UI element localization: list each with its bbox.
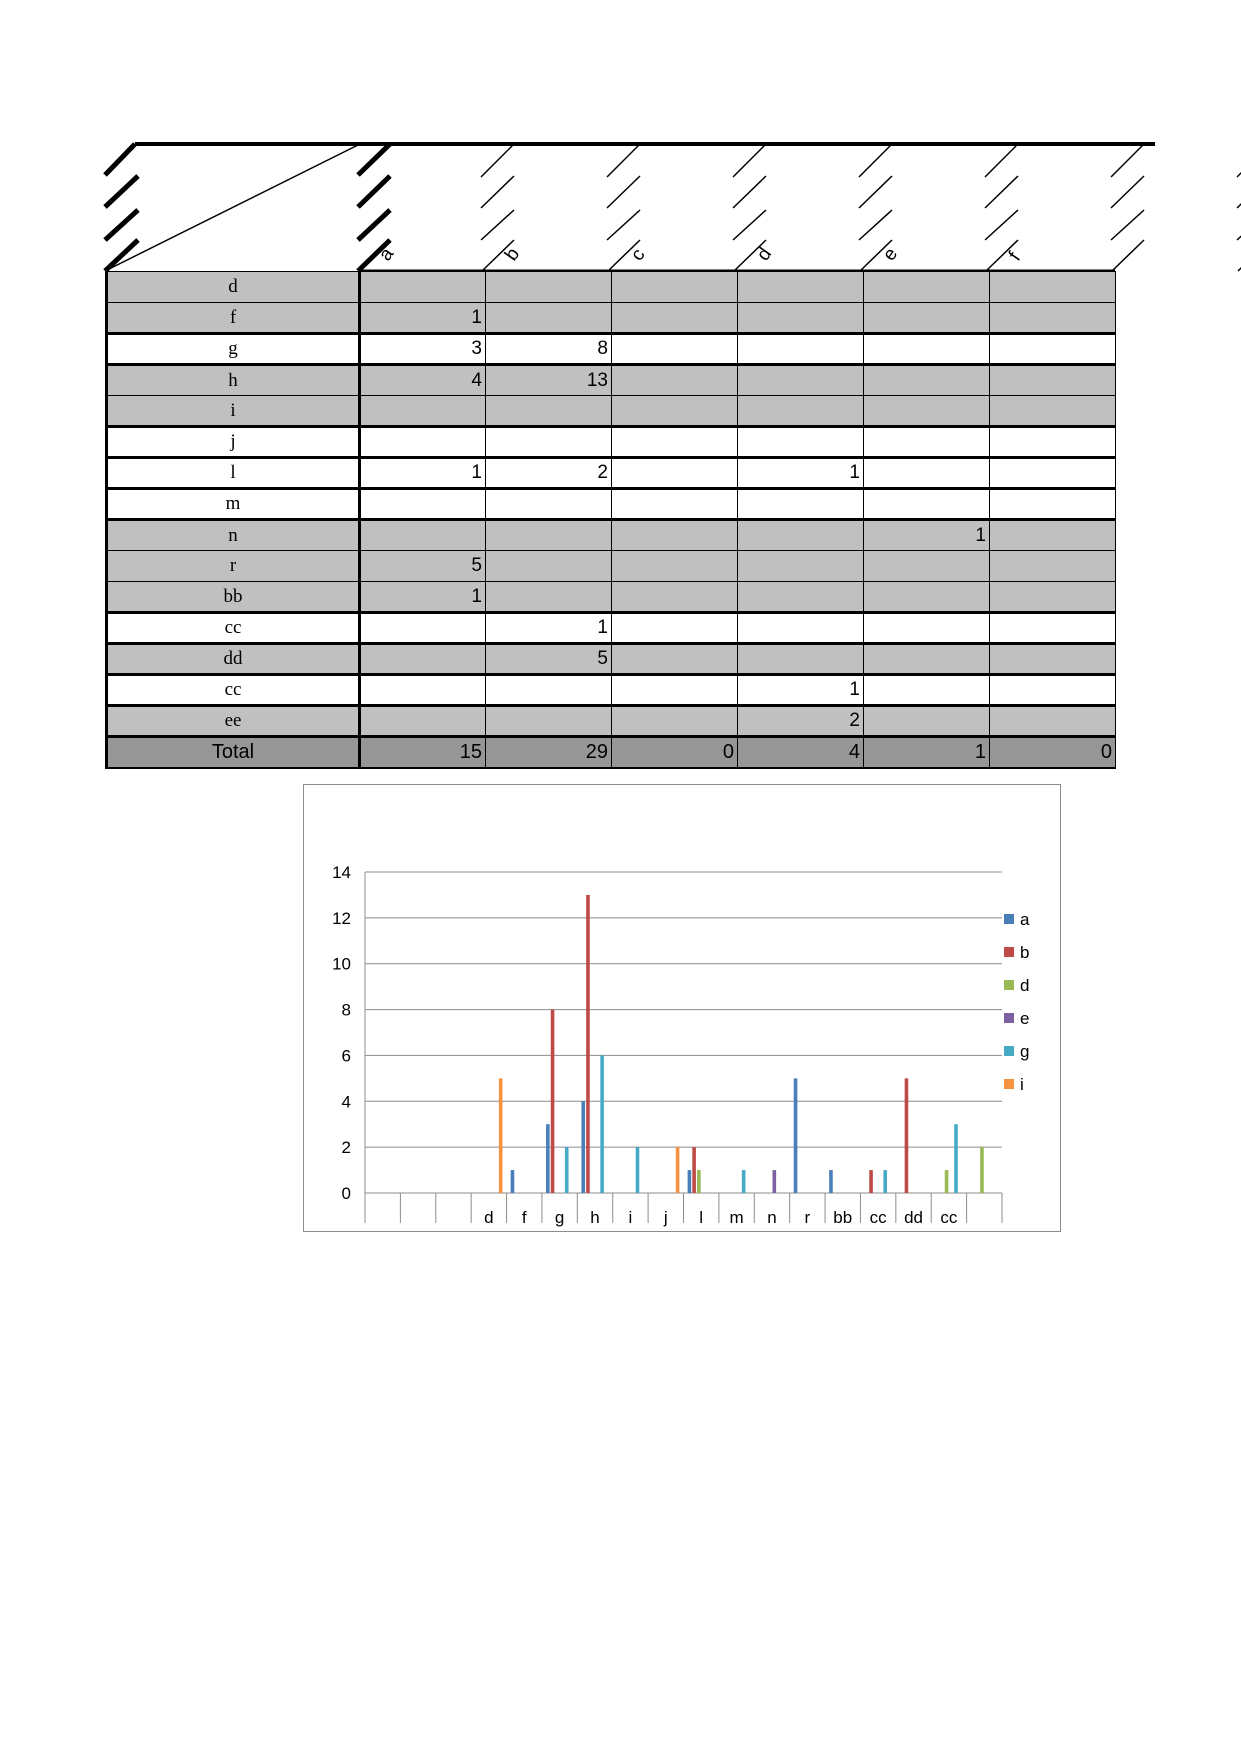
table-cell: 2 [738, 706, 864, 737]
table-cell [990, 365, 1116, 396]
bar-d-9 [697, 1170, 701, 1193]
x-tick-label: f [521, 1208, 527, 1227]
x-tick-label: j [663, 1208, 668, 1227]
table-cell [864, 706, 990, 737]
table-cell: 1 [360, 303, 486, 334]
bar-a-4 [511, 1170, 515, 1193]
table-row [107, 613, 1116, 644]
table-cell [486, 706, 612, 737]
legend-label: e [1020, 1009, 1030, 1028]
table-cell: 3 [360, 334, 486, 365]
table-cell [486, 272, 612, 303]
table-cell [612, 613, 738, 644]
table-cell [738, 551, 864, 582]
table-cell [612, 644, 738, 675]
total-cell: 0 [990, 737, 1116, 768]
table-row [107, 272, 1116, 303]
table-cell [612, 706, 738, 737]
table-cell: 1 [738, 458, 864, 489]
table-cell [360, 427, 486, 458]
table-row [107, 303, 1116, 334]
bar-b-15 [905, 1078, 909, 1193]
row-label: dd [107, 644, 360, 675]
legend-label: i [1020, 1075, 1024, 1094]
table-cell [612, 272, 738, 303]
table-cell [738, 334, 864, 365]
legend-label: d [1020, 976, 1030, 995]
bar-chart [304, 785, 1062, 1233]
table-cell [864, 551, 990, 582]
y-tick-label: 10 [332, 954, 351, 974]
column-header-d: d [752, 244, 777, 265]
total-cell: 15 [360, 737, 486, 768]
table-cell [612, 396, 738, 427]
table-cell: 1 [360, 458, 486, 489]
table-row [107, 551, 1116, 582]
row-label: i [107, 396, 360, 427]
x-tick-label: cc [869, 1208, 887, 1227]
row-label: h [107, 365, 360, 396]
total-cell: 4 [738, 737, 864, 768]
column-header-b: b [500, 244, 525, 265]
table-cell: 13 [486, 365, 612, 396]
table-cell [864, 582, 990, 613]
table-cell [990, 582, 1116, 613]
table-cell [486, 303, 612, 334]
legend-label: b [1020, 943, 1030, 962]
table-cell [738, 489, 864, 520]
bar-g-7 [636, 1147, 640, 1193]
row-label: m [107, 489, 360, 520]
table-cell [360, 396, 486, 427]
legend-swatch [1004, 947, 1014, 957]
table-cell [612, 334, 738, 365]
table-cell [612, 582, 738, 613]
table-cell [486, 551, 612, 582]
x-tick-label: g [554, 1208, 565, 1227]
table-cell [612, 675, 738, 706]
table-cell [990, 303, 1116, 334]
row-label: ee [107, 706, 360, 737]
x-tick-label: h [590, 1208, 600, 1227]
row-label: cc [107, 675, 360, 706]
table-cell [990, 272, 1116, 303]
bar-d-17 [980, 1147, 984, 1193]
column-header-a: a [374, 244, 399, 265]
table-cell [864, 427, 990, 458]
x-tick-label: m [729, 1208, 744, 1227]
column-header-c: c [626, 245, 650, 265]
table-cell [612, 551, 738, 582]
bar-g-14 [883, 1170, 887, 1193]
table-cell [864, 489, 990, 520]
x-tick-label: cc [940, 1208, 958, 1227]
table-cell [360, 520, 486, 551]
data-table [105, 271, 1116, 769]
table-cell [990, 334, 1116, 365]
bar-e-11 [773, 1170, 777, 1193]
legend-swatch [1004, 1046, 1014, 1056]
table-cell [360, 675, 486, 706]
bar-a-13 [829, 1170, 833, 1193]
table-row [107, 458, 1116, 489]
table-cell [360, 706, 486, 737]
table-cell: 2 [486, 458, 612, 489]
table-cell: 1 [738, 675, 864, 706]
table-cell [360, 489, 486, 520]
table-cell [486, 427, 612, 458]
row-label: n [107, 520, 360, 551]
row-label: l [107, 458, 360, 489]
table-cell [738, 365, 864, 396]
table-cell [864, 272, 990, 303]
table-row [107, 644, 1116, 675]
table-cell [990, 427, 1116, 458]
table-cell [738, 582, 864, 613]
table-cell [612, 489, 738, 520]
row-label: bb [107, 582, 360, 613]
legend-label: a [1020, 910, 1030, 929]
x-tick-label: d [484, 1208, 494, 1227]
table-row [107, 582, 1116, 613]
table-cell [738, 427, 864, 458]
table-cell: 5 [486, 644, 612, 675]
table-cell [864, 613, 990, 644]
bar-a-12 [794, 1078, 798, 1193]
total-row [107, 737, 1116, 768]
total-cell: 29 [486, 737, 612, 768]
table-cell [990, 489, 1116, 520]
table-cell [360, 272, 486, 303]
bar-b-6 [586, 895, 590, 1193]
table-row [107, 365, 1116, 396]
legend-swatch [1004, 1013, 1014, 1023]
row-label: r [107, 551, 360, 582]
y-tick-label: 12 [332, 908, 351, 928]
bar-i-8 [676, 1147, 680, 1193]
table-cell: 1 [486, 613, 612, 644]
table-cell [612, 520, 738, 551]
table-row [107, 427, 1116, 458]
table-row [107, 675, 1116, 706]
row-label: cc [107, 613, 360, 644]
legend-swatch [1004, 980, 1014, 990]
table-cell [864, 365, 990, 396]
legend-swatch [1004, 914, 1014, 924]
table-cell: 5 [360, 551, 486, 582]
table-cell [864, 303, 990, 334]
x-tick-label: r [804, 1208, 811, 1227]
table-cell [612, 427, 738, 458]
table-cell [612, 458, 738, 489]
table-cell [990, 675, 1116, 706]
bar-g-10 [742, 1170, 746, 1193]
bar-g-16 [954, 1124, 958, 1193]
table-cell [738, 396, 864, 427]
table-cell: 4 [360, 365, 486, 396]
table-cell: 1 [864, 520, 990, 551]
table-cell [738, 272, 864, 303]
y-tick-label: 4 [341, 1092, 351, 1112]
table-row [107, 334, 1116, 365]
table-cell [990, 520, 1116, 551]
x-tick-label: i [628, 1208, 633, 1227]
legend-swatch [1004, 1079, 1014, 1089]
table-cell [738, 303, 864, 334]
table-cell [612, 365, 738, 396]
total-label: Total [107, 737, 360, 768]
total-cell: 1 [864, 737, 990, 768]
table-cell [864, 675, 990, 706]
table-row [107, 489, 1116, 520]
bar-g-6 [600, 1055, 604, 1193]
x-tick-label: bb [833, 1208, 853, 1227]
table-cell [486, 489, 612, 520]
table-cell [360, 644, 486, 675]
row-label: f [107, 303, 360, 334]
table-cell [738, 520, 864, 551]
table-cell: 1 [360, 582, 486, 613]
bar-g-5 [565, 1147, 569, 1193]
bar-d-16 [945, 1170, 949, 1193]
table-cell [612, 303, 738, 334]
bar-b-5 [551, 1010, 555, 1193]
bar-b-14 [869, 1170, 873, 1193]
table-cell [990, 551, 1116, 582]
y-tick-label: 14 [332, 863, 351, 882]
table-cell: 8 [486, 334, 612, 365]
table-cell [864, 396, 990, 427]
y-tick-label: 0 [341, 1184, 351, 1203]
table-cell [990, 706, 1116, 737]
table-cell [360, 613, 486, 644]
column-header-f: f [1004, 248, 1026, 265]
table-cell [990, 458, 1116, 489]
bar-a-9 [688, 1170, 692, 1193]
table-row [107, 706, 1116, 737]
y-tick-label: 2 [341, 1138, 351, 1158]
bar-a-6 [581, 1101, 585, 1193]
table-cell [864, 458, 990, 489]
row-label: j [107, 427, 360, 458]
legend-label: g [1020, 1042, 1030, 1061]
total-cell: 0 [612, 737, 738, 768]
table-cell [738, 613, 864, 644]
table-cell [486, 520, 612, 551]
table-cell [990, 644, 1116, 675]
table-header-graphic [0, 0, 1241, 275]
table-cell [864, 644, 990, 675]
bar-i-3 [499, 1078, 503, 1193]
bar-a-5 [546, 1124, 550, 1193]
table-cell [486, 675, 612, 706]
y-tick-label: 6 [341, 1046, 351, 1066]
x-tick-label: l [699, 1208, 704, 1227]
x-tick-label: n [767, 1208, 777, 1227]
bar-b-9 [692, 1147, 696, 1193]
column-header-e: e [878, 244, 903, 265]
x-tick-label: dd [904, 1208, 923, 1227]
table-cell [864, 334, 990, 365]
chart-frame [303, 784, 1061, 1232]
table-cell [990, 613, 1116, 644]
y-tick-label: 8 [341, 1000, 351, 1020]
table-cell [738, 644, 864, 675]
table-row [107, 396, 1116, 427]
row-label: g [107, 334, 360, 365]
table-row [107, 520, 1116, 551]
row-label: d [107, 272, 360, 303]
table-cell [486, 396, 612, 427]
table-cell [990, 396, 1116, 427]
table-cell [486, 582, 612, 613]
